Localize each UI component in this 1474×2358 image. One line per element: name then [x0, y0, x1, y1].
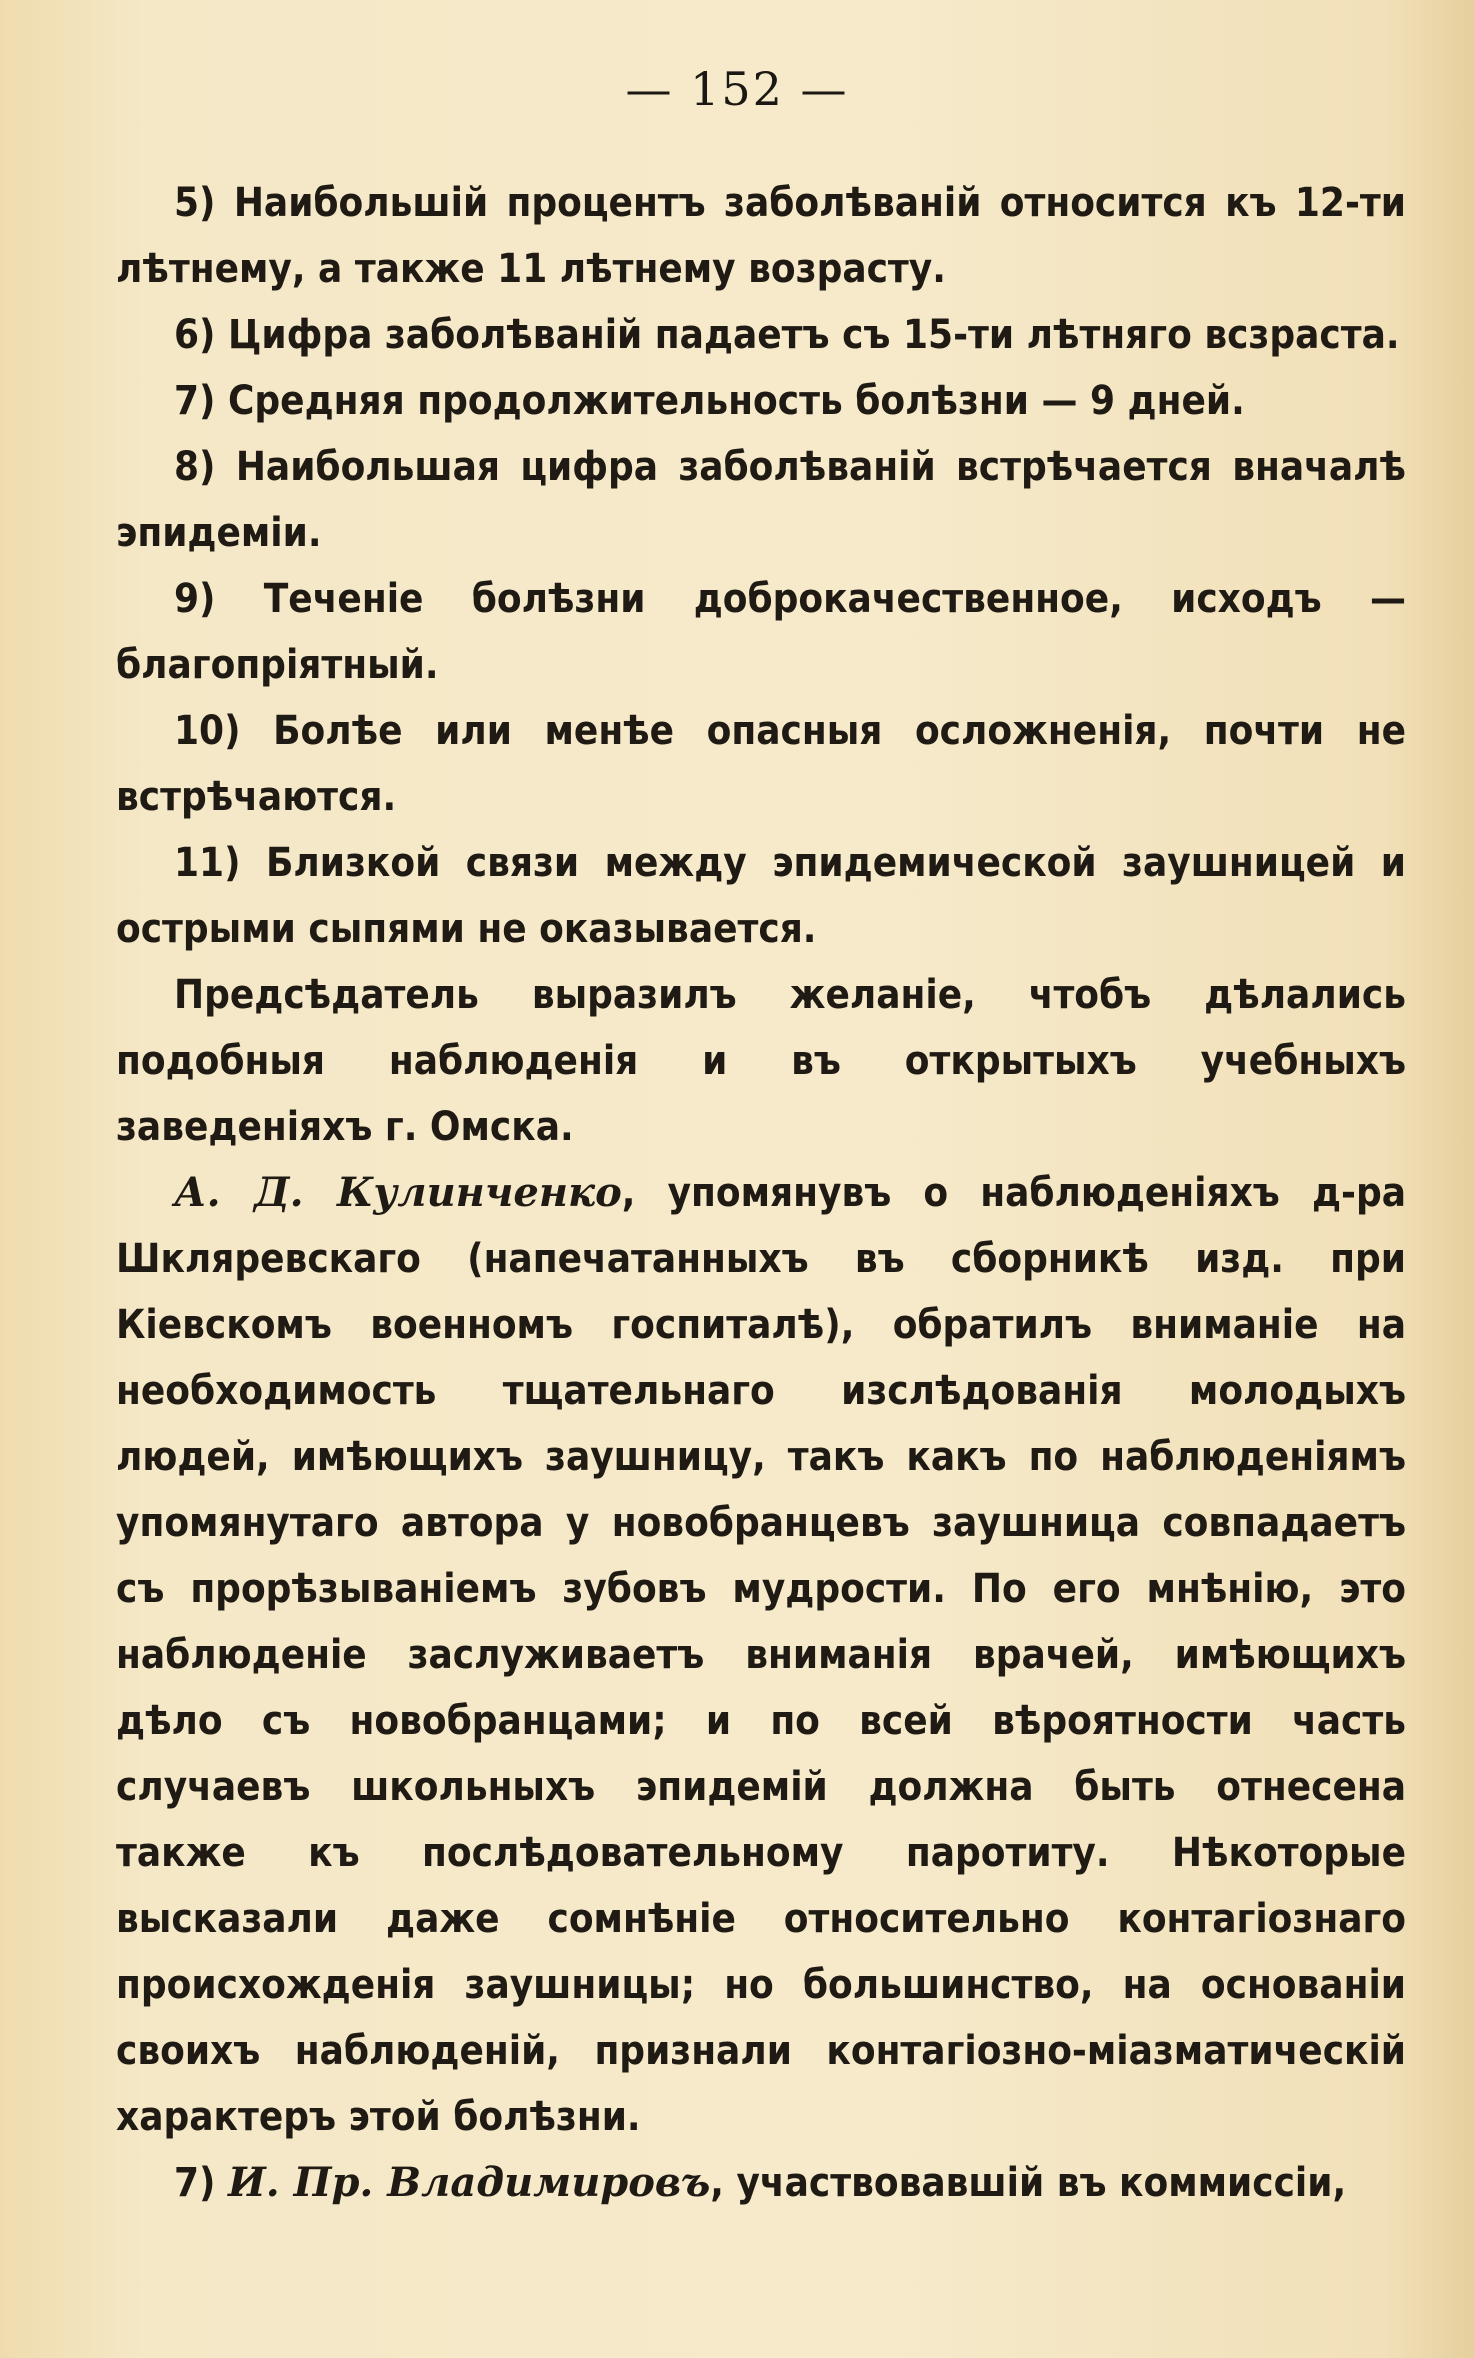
vladimirov-paragraph	[116, 2150, 1406, 2216]
list-item: 10) Болѣе или менѣе опасныя осложненія, почти не встрѣчаются.	[116, 708, 1406, 820]
list-item: 6) Цифра заболѣваній падаетъ съ 15-ти лѣтняго всзраста.	[174, 312, 1400, 358]
speaker-name: А. Д. Кулинченко	[174, 1169, 622, 1216]
kulinchenko-text: , упомянувъ о наблюденіяхъ д-ра Шкляревскаго (напечатанныхъ въ сборникѣ изд. при Кіевскомъ военномъ госпиталѣ), обратилъ вниманіе на необходимость тщательнаго изслѣдованія молодыхъ людей, имѣющихъ заушницу, такъ какъ по наблюденіямъ упомянутаго автора у новобранцевъ заушница совпадаетъ съ прорѣзываніемъ зубовъ мудрости. По его мнѣнію, это наблюденіе заслуживаетъ вниманія врачей, имѣющихъ дѣло съ новобранцами; и по всей вѣроятности часть случаевъ школьныхъ эпидемій должна быть отнесена также къ послѣдовательному паротиту. Нѣкоторые высказали даже сомнѣніе относительно контагіознаго происхожденія заушницы; но большинство, на основаніи своихъ наблюденій, признали контагіозно-міазматическій характеръ этой болѣзни.	[116, 1170, 1406, 2140]
list-item: 9) Теченіе болѣзни доброкачественное, исходъ — благопріятный.	[116, 576, 1406, 688]
list-item: 5) Наибольшій процентъ заболѣваній относится къ 12-ти лѣтнему, а также 11 лѣтнему возрасту.	[116, 180, 1406, 292]
list-item: 11) Близкой связи между эпидемической заушницей и острыми сыпями не оказывается.	[116, 840, 1406, 952]
chairman-paragraph: Предсѣдатель выразилъ желаніе, чтобъ дѣлались подобныя наблюденія и въ открытыхъ учебныхъ заведеніяхъ г. Омска.	[116, 972, 1406, 1150]
vladimirov-text: , участвовавшій въ коммиссіи,	[710, 2160, 1347, 2206]
list-item: 8) Наибольшая цифра заболѣваній встрѣчается вначалѣ эпидеміи.	[116, 444, 1406, 556]
item-number: 7)	[174, 2160, 229, 2206]
kulinchenko-paragraph	[116, 1160, 1406, 2150]
page-number: — 152 —	[625, 62, 849, 116]
speaker-name: И. Пр. Владимировъ	[228, 2159, 711, 2206]
list-item: 7) Средняя продолжительность болѣзни — 9 дней.	[174, 378, 1245, 424]
page-body	[116, 170, 1406, 2216]
